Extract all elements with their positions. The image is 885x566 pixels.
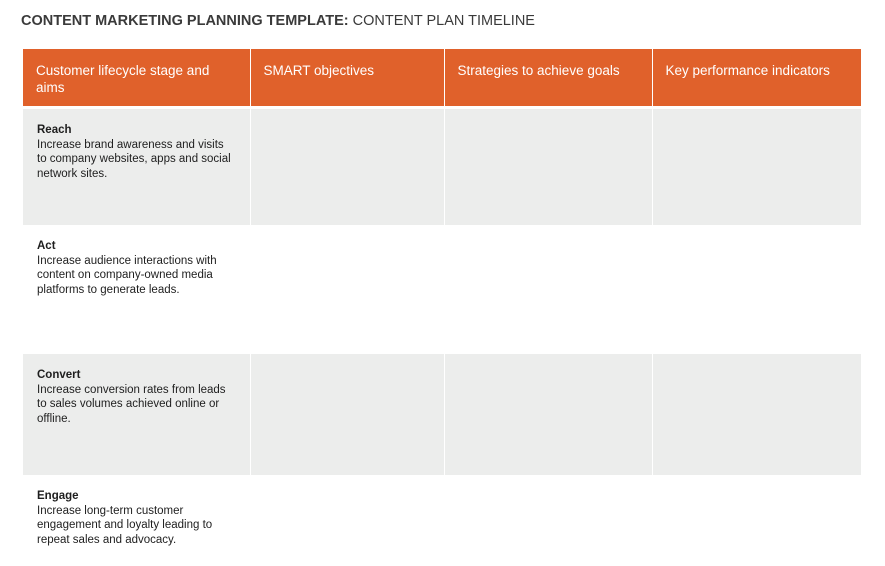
stage-name: Convert (37, 369, 81, 381)
stage-name: Engage (37, 490, 79, 502)
kpis-cell[interactable] (652, 225, 861, 354)
stage-cell-convert (23, 354, 250, 475)
stage-name: Act (37, 240, 56, 252)
stage-cell-act (23, 225, 250, 354)
stage-aim: Increase audience interactions with content on company-owned media platforms to generate leads. (37, 254, 217, 296)
stage-cell-reach (23, 109, 250, 225)
smart-objectives-cell[interactable] (250, 475, 444, 563)
page-title-bold: CONTENT MARKETING PLANNING TEMPLATE: (21, 13, 349, 29)
table-row-reach (23, 109, 861, 225)
smart-objectives-cell[interactable] (250, 354, 444, 475)
smart-objectives-cell[interactable] (250, 225, 444, 354)
header-smart-objectives: SMART objectives (250, 49, 444, 106)
strategies-cell[interactable] (444, 475, 652, 563)
smart-objectives-cell[interactable] (250, 109, 444, 225)
stage-cell-engage (23, 475, 250, 563)
table-header-row (23, 49, 861, 106)
kpis-cell[interactable] (652, 354, 861, 475)
stage-aim: Increase conversion rates from leads to sales volumes achieved online or offline. (37, 383, 226, 425)
stage-aim: Increase brand awareness and visits to company websites, apps and social network sites. (37, 138, 231, 180)
header-strategies: Strategies to achieve goals (444, 49, 652, 106)
strategies-cell[interactable] (444, 109, 652, 225)
kpis-cell[interactable] (652, 109, 861, 225)
table-row-convert (23, 354, 861, 475)
kpis-cell[interactable] (652, 475, 861, 563)
page-title-subtitle: CONTENT PLAN TIMELINE (352, 13, 535, 29)
table-row-act (23, 225, 861, 354)
strategies-cell[interactable] (444, 354, 652, 475)
strategies-cell[interactable] (444, 225, 652, 354)
stage-aim: Increase long-term customer engagement and loyalty leading to repeat sales and advocacy. (37, 504, 213, 546)
header-kpis: Key performance indicators (652, 49, 861, 106)
page-title (21, 13, 535, 29)
stage-name: Reach (37, 124, 72, 136)
content-plan-table (23, 49, 861, 563)
header-lifecycle-stage: Customer lifecycle stage and aims (23, 49, 250, 106)
table-row-engage (23, 475, 861, 563)
